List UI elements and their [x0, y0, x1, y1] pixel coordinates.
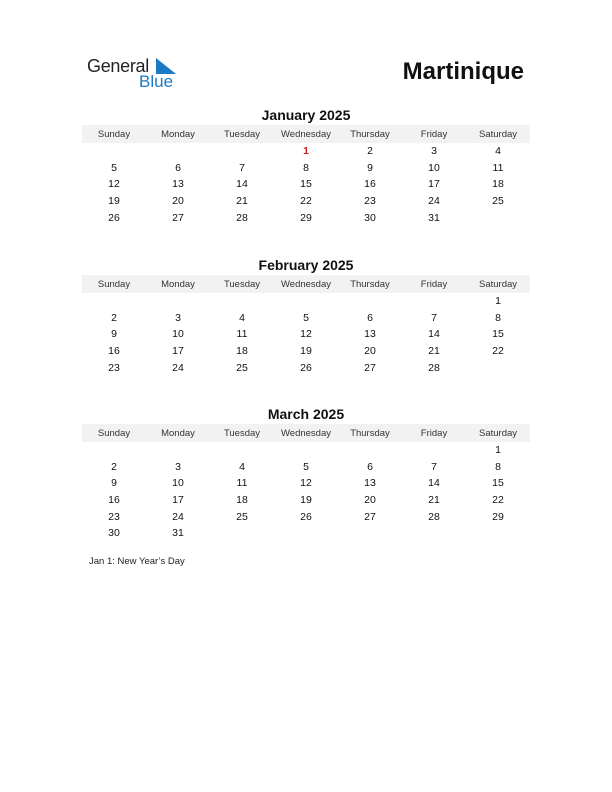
- weekday-label: Monday: [161, 278, 195, 290]
- logo-general-text: General: [87, 56, 149, 76]
- week-row: [82, 475, 530, 492]
- day-cell: 6: [367, 311, 373, 324]
- day-cell: 15: [492, 477, 504, 490]
- weekday-label: Wednesday: [281, 278, 331, 290]
- logo-blue-text: Blue: [139, 72, 174, 91]
- day-cell: 4: [239, 460, 245, 473]
- day-cell: 21: [428, 345, 440, 358]
- day-cell: 27: [172, 211, 184, 224]
- day-cell: 31: [428, 211, 440, 224]
- month-title: March 2025: [267, 406, 345, 422]
- weekday-label: Sunday: [97, 427, 131, 439]
- weekday-header-row: [82, 125, 530, 143]
- day-cell: 17: [172, 345, 184, 358]
- day-cell: 22: [300, 195, 312, 208]
- day-cell: 25: [236, 361, 248, 374]
- day-cell: 14: [236, 178, 248, 191]
- day-cell: 11: [492, 161, 504, 174]
- day-cell: 4: [239, 311, 245, 324]
- day-cell: 24: [428, 195, 440, 208]
- weekday-label: Wednesday: [281, 427, 331, 439]
- day-cell: 23: [108, 361, 120, 374]
- day-cell: 19: [300, 345, 312, 358]
- day-cell: 17: [172, 494, 184, 507]
- day-cell: 15: [300, 178, 312, 191]
- weekday-label: Tuesday: [223, 427, 261, 439]
- week-row: [82, 525, 530, 542]
- day-cell: 26: [300, 510, 312, 523]
- day-cell: 16: [108, 494, 120, 507]
- day-cell: 28: [428, 361, 440, 374]
- day-cell: 12: [300, 477, 312, 490]
- day-cell: 8: [495, 311, 501, 324]
- day-cell: 29: [300, 211, 312, 224]
- day-cell: 12: [108, 178, 120, 191]
- weekday-label: Friday: [420, 278, 448, 290]
- month-february: [82, 255, 530, 376]
- day-cell: 2: [111, 311, 117, 324]
- day-cell: 3: [175, 460, 181, 473]
- week-row: [82, 492, 530, 509]
- weekday-header-row: [82, 424, 530, 442]
- month-march: [82, 404, 530, 542]
- day-cell: 7: [431, 460, 437, 473]
- day-cell: 22: [492, 345, 504, 358]
- month-title: February 2025: [258, 257, 354, 273]
- week-row: [82, 310, 530, 327]
- day-cell: 8: [495, 460, 501, 473]
- day-cell: 31: [172, 527, 184, 540]
- weekday-label: Sunday: [97, 278, 131, 290]
- day-cell: 11: [236, 477, 248, 490]
- weekday-label: Friday: [420, 427, 448, 439]
- weekday-label: Monday: [161, 427, 195, 439]
- weekday-label: Wednesday: [281, 128, 331, 140]
- day-cell: 15: [492, 328, 504, 341]
- weekday-label: Saturday: [478, 427, 518, 439]
- weekday-label: Tuesday: [223, 278, 261, 290]
- week-row: [82, 209, 530, 226]
- day-cell: 29: [492, 510, 504, 523]
- day-cell: 19: [300, 494, 312, 507]
- day-cell: 4: [495, 145, 501, 158]
- day-cell: 23: [108, 510, 120, 523]
- weekday-label: Sunday: [97, 128, 131, 140]
- day-cell: 10: [428, 161, 440, 174]
- day-cell: 17: [428, 178, 440, 191]
- week-row: [82, 508, 530, 525]
- day-cell: 20: [172, 195, 184, 208]
- weekday-label: Saturday: [478, 128, 518, 140]
- day-cell: 24: [172, 510, 184, 523]
- day-cell: 5: [303, 311, 309, 324]
- day-cell: 21: [428, 494, 440, 507]
- day-cell: 11: [236, 328, 248, 341]
- weekday-label: Tuesday: [223, 128, 261, 140]
- day-cell: 5: [303, 460, 309, 473]
- week-row: [82, 143, 530, 160]
- weekday-label: Saturday: [478, 278, 518, 290]
- day-cell: 27: [364, 510, 376, 523]
- day-cell: 20: [364, 345, 376, 358]
- day-cell: 21: [236, 195, 248, 208]
- month-january: [82, 105, 530, 226]
- day-cell: 26: [108, 211, 120, 224]
- day-cell: 16: [364, 178, 376, 191]
- day-cell: 6: [367, 460, 373, 473]
- day-cell: 7: [431, 311, 437, 324]
- day-cell: 19: [108, 195, 120, 208]
- weekday-label: Thursday: [350, 427, 390, 439]
- week-row: [82, 193, 530, 210]
- day-cell: 18: [492, 178, 504, 191]
- brand-logo: [87, 56, 187, 92]
- week-row: [82, 359, 530, 376]
- week-row: [82, 343, 530, 360]
- month-title: January 2025: [261, 107, 351, 123]
- day-cell: 25: [236, 510, 248, 523]
- day-cell: 7: [239, 161, 245, 174]
- weekday-label: Thursday: [350, 278, 390, 290]
- day-cell: 13: [172, 178, 184, 191]
- day-cell: 25: [492, 195, 504, 208]
- week-row: [82, 326, 530, 343]
- day-cell: 10: [172, 328, 184, 341]
- day-cell: 16: [108, 345, 120, 358]
- day-cell: 1: [303, 145, 309, 158]
- day-cell: 10: [172, 477, 184, 490]
- day-cell: 30: [364, 211, 376, 224]
- day-cell: 28: [428, 510, 440, 523]
- week-row: [82, 459, 530, 476]
- day-cell: 30: [108, 527, 120, 540]
- day-cell: 26: [300, 361, 312, 374]
- holiday-note: Jan 1: New Year’s Day: [89, 556, 185, 567]
- day-cell: 9: [111, 328, 117, 341]
- day-cell: 24: [172, 361, 184, 374]
- weekday-label: Monday: [161, 128, 195, 140]
- day-cell: 1: [495, 295, 501, 308]
- day-cell: 2: [367, 145, 373, 158]
- day-cell: 9: [111, 477, 117, 490]
- week-row: [82, 442, 530, 459]
- country-title: Martinique: [402, 58, 524, 85]
- day-cell: 13: [364, 477, 376, 490]
- day-cell: 9: [367, 161, 373, 174]
- day-cell: 20: [364, 494, 376, 507]
- day-cell: 3: [175, 311, 181, 324]
- day-cell: 6: [175, 161, 181, 174]
- week-row: [82, 293, 530, 310]
- weekday-label: Friday: [420, 128, 448, 140]
- day-cell: 1: [495, 444, 501, 457]
- day-cell: 14: [428, 477, 440, 490]
- day-cell: 2: [111, 460, 117, 473]
- week-row: [82, 160, 530, 177]
- day-cell: 5: [111, 161, 117, 174]
- day-cell: 14: [428, 328, 440, 341]
- day-cell: 27: [364, 361, 376, 374]
- day-cell: 18: [236, 494, 248, 507]
- day-cell: 28: [236, 211, 248, 224]
- day-cell: 23: [364, 195, 376, 208]
- weekday-label: Thursday: [350, 128, 390, 140]
- day-cell: 13: [364, 328, 376, 341]
- day-cell: 22: [492, 494, 504, 507]
- day-cell: 18: [236, 345, 248, 358]
- week-row: [82, 176, 530, 193]
- day-cell: 12: [300, 328, 312, 341]
- weekday-header-row: [82, 275, 530, 293]
- day-cell: 3: [431, 145, 437, 158]
- day-cell: 8: [303, 161, 309, 174]
